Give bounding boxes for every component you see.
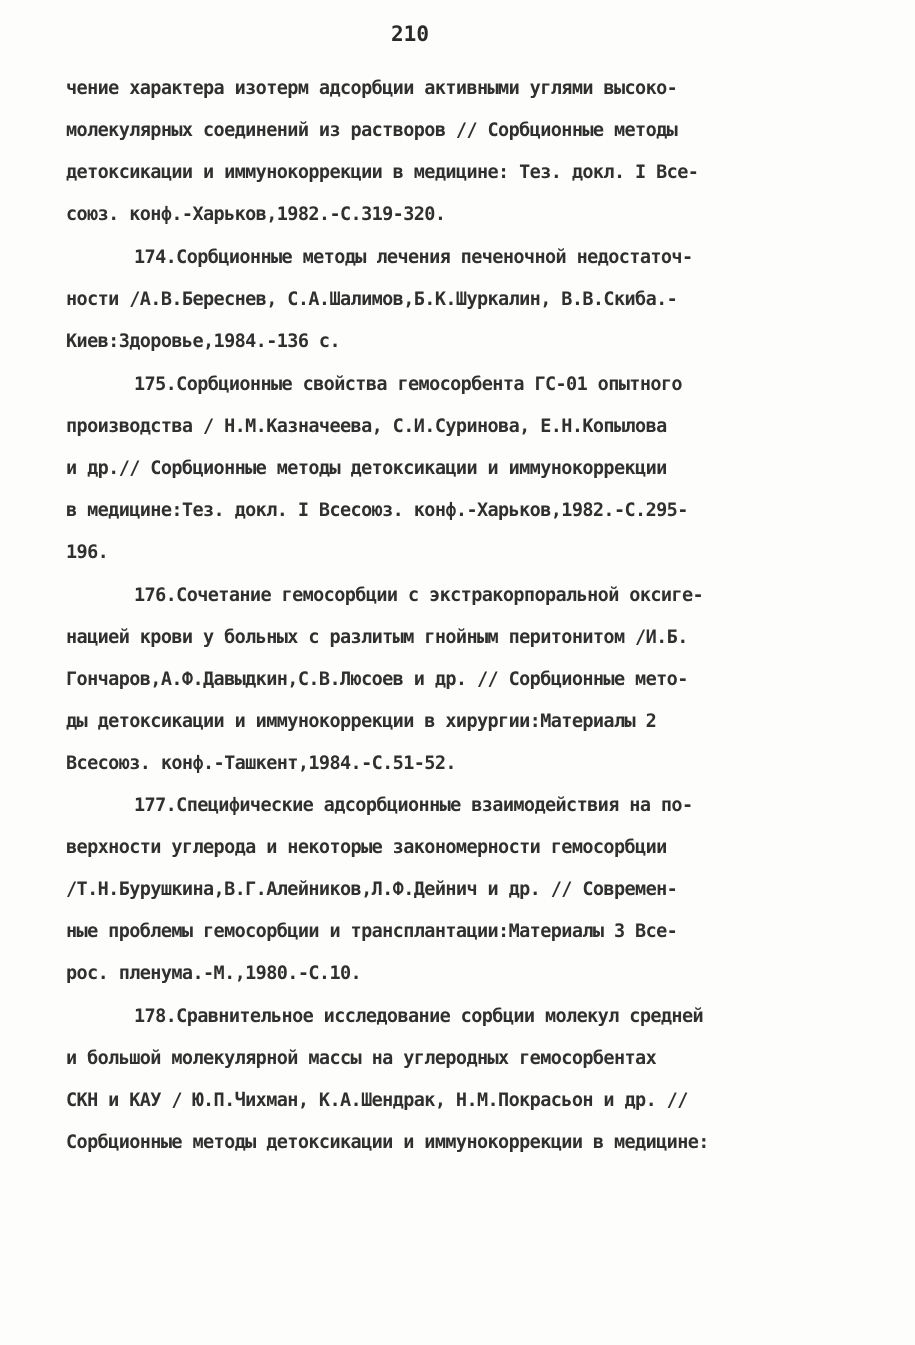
entry-175-line-3: и др.// Сорбционные методы детоксикации и иммунокоррекции (66, 458, 667, 479)
entry-178-line-2: и большой молекулярной массы на углеродных гемосорбентах (66, 1048, 657, 1069)
entry-176-line-2: нацией крови у больных с разлитым гнойным перитонитом /И.Б. (66, 627, 688, 648)
entry-174-line-2: ности /А.В.Береснев, С.А.Шалимов,Б.К.Шуркалин, В.В.Скиба.- (66, 289, 678, 310)
entry-177-line-4: ные проблемы гемосорбции и трансплантации:Материалы 3 Все- (66, 921, 678, 942)
entry-173-line-2: молекулярных соединений из растворов // Сорбционные методы (66, 120, 678, 141)
entry-175-line-5: 196. (66, 542, 109, 563)
entry-177-line-2: верхности углерода и некоторые закономерности гемосорбции (66, 837, 667, 858)
entry-173-line-4: союз. конф.-Харьков,1982.-С.319-320. (66, 204, 446, 225)
entry-173-line-3: детоксикации и иммунокоррекции в медицине: Тез. докл. I Все- (66, 162, 699, 183)
entry-178-line-3: СКН и КАУ / Ю.П.Чихман, К.А.Шендрак, Н.М.Покрасьон и др. // (66, 1090, 688, 1111)
entry-175-line-2: производства / Н.М.Казначеева, С.И.Суринова, Е.Н.Копылова (66, 416, 667, 437)
entry-178-line-1: 178.Сравнительное исследование сорбции молекул средней (134, 1006, 704, 1027)
entry-175-line-4: в медицине:Тез. докл. I Всесоюз. конф.-Харьков,1982.-С.295- (66, 500, 688, 521)
page-number: 210 (391, 22, 429, 46)
entry-174-line-1: 174.Сорбционные методы лечения печеночной недостаточ- (134, 247, 693, 268)
entry-176-line-3: Гончаров,А.Ф.Давыдкин,С.В.Люсоев и др. // Сорбционные мето- (66, 669, 688, 690)
entry-176-line-1: 176.Сочетание гемосорбции с экстракорпоральной оксиге- (134, 585, 704, 606)
entry-177-line-5: рос. пленума.-М.,1980.-С.10. (66, 963, 362, 984)
entry-176-line-5: Всесоюз. конф.-Ташкент,1984.-С.51-52. (66, 753, 456, 774)
entry-178-line-4: Сорбционные методы детоксикации и иммунокоррекции в медицине: (66, 1132, 709, 1153)
entry-176-line-4: ды детоксикации и иммунокоррекции в хирургии:Материалы 2 (66, 711, 657, 732)
entry-177-line-3: /Т.Н.Бурушкина,В.Г.Алейников,Л.Ф.Дейнич и др. // Современ- (66, 879, 678, 900)
entry-177-line-1: 177.Специфические адсорбционные взаимодействия на по- (134, 795, 693, 816)
entry-175-line-1: 175.Сорбционные свойства гемосорбента ГС-01 опытного (134, 374, 682, 395)
entry-174-line-3: Киев:Здоровье,1984.-136 с. (66, 331, 340, 352)
entry-173-line-1: чение характера изотерм адсорбции активными углями высоко- (66, 78, 678, 99)
